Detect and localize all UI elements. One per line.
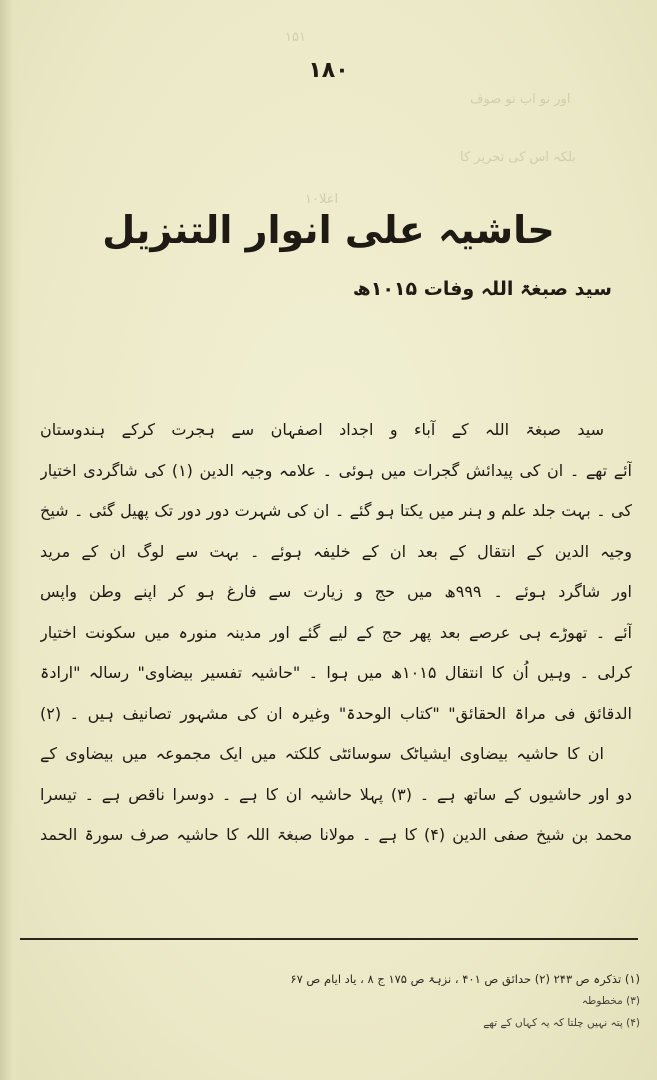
- bleed-through-page-number: ۱۵۱: [285, 30, 306, 45]
- page-title: حاشیہ علی انوار التنزیل: [102, 208, 555, 252]
- body-line: کی ۔ بہت جلد علم و ہنر میں یکتا ہو گئے ۔ ان کی شہرت دور دور تک پھیل گئی ۔ شیخ: [40, 501, 632, 520]
- body-line: آئے تھے ۔ ان کی پیدائش گجرات میں ہوئی ۔ علامہ وجیہ الدین (۱) کی شاگردی اختیار: [40, 460, 632, 480]
- body-line: آئے ۔ تھوڑے ہی عرصے بعد پھر حج کے لیے گئے اور مدینہ منورہ میں سکونت اختیار: [40, 622, 632, 642]
- author-line: سید صبغۃ اللہ وفات ۱۰۱۵ھ: [352, 278, 612, 300]
- bleed-through-text: اعلا۱۰: [305, 192, 339, 207]
- body-text: [40, 410, 632, 856]
- bleed-through-text: اور نو اب تو صوف: [470, 92, 571, 107]
- body-line: کرلی ۔ وہیں اُن کا انتقال ۱۰۱۵ھ میں ہوا ۔ "حاشیہ تفسیر بیضاوی" رسالہ "ارادۃ: [40, 663, 632, 682]
- footnote-divider: [20, 938, 638, 940]
- footnote-line: (۳) مخطوطہ: [581, 995, 640, 1007]
- bleed-through-text: بلکہ اس کی تحریر کا: [460, 150, 576, 165]
- page-number: ۱۸۰: [308, 58, 349, 83]
- body-line: سید صبغۃ اللہ کے آباء و اجداد اصفہان سے ہجرت کرکے ہندوستان: [40, 420, 604, 439]
- body-line: الدقائق فی مراۃ الحقائق" "کتاب الوحدۃ" وغیرہ ان کی مشہور تصانیف ہیں ۔ (۲): [40, 703, 632, 723]
- body-line: اور شاگرد ہوئے ۔ ۹۹۹ھ میں حج و زیارت سے فارغ ہو کر اپنے وطن واپس: [40, 582, 632, 601]
- body-line: محمد بن شیخ صفی الدین (۴) کا ہے ۔ مولانا صبغۃ اللہ کا حاشیہ صرف سورۃ الحمد: [40, 825, 632, 844]
- body-line: دو اور حاشیوں کے ساتھ ہے ۔ (۳) پہلا حاشیہ ان کا ہے ۔ دوسرا ناقص ہے ۔ تیسرا: [40, 784, 632, 804]
- binding-shadow: [0, 0, 22, 1080]
- footnotes: [120, 968, 640, 1034]
- footnote-line: (۱) تذکرہ ص ۲۴۳ (۲) حدائق ص ۴۰۱ ، نزہۃ ص ۱۷۵ ج ۸ ، یاد ایام ص ۶۷: [290, 972, 640, 986]
- body-line: وجیہ الدین کے انتقال کے بعد ان کے خلیفہ ہوئے ۔ بہت سے لوگ ان کے مرید: [40, 541, 632, 561]
- footnote-line: (۴) پتہ نہیں چلتا کہ یہ کہاں کے تھے: [483, 1017, 640, 1029]
- body-line: ان کا حاشیہ بیضاوی ایشیاٹک سوسائٹی کلکتہ میں ایک مجموعہ میں بیضاوی کے: [40, 744, 604, 763]
